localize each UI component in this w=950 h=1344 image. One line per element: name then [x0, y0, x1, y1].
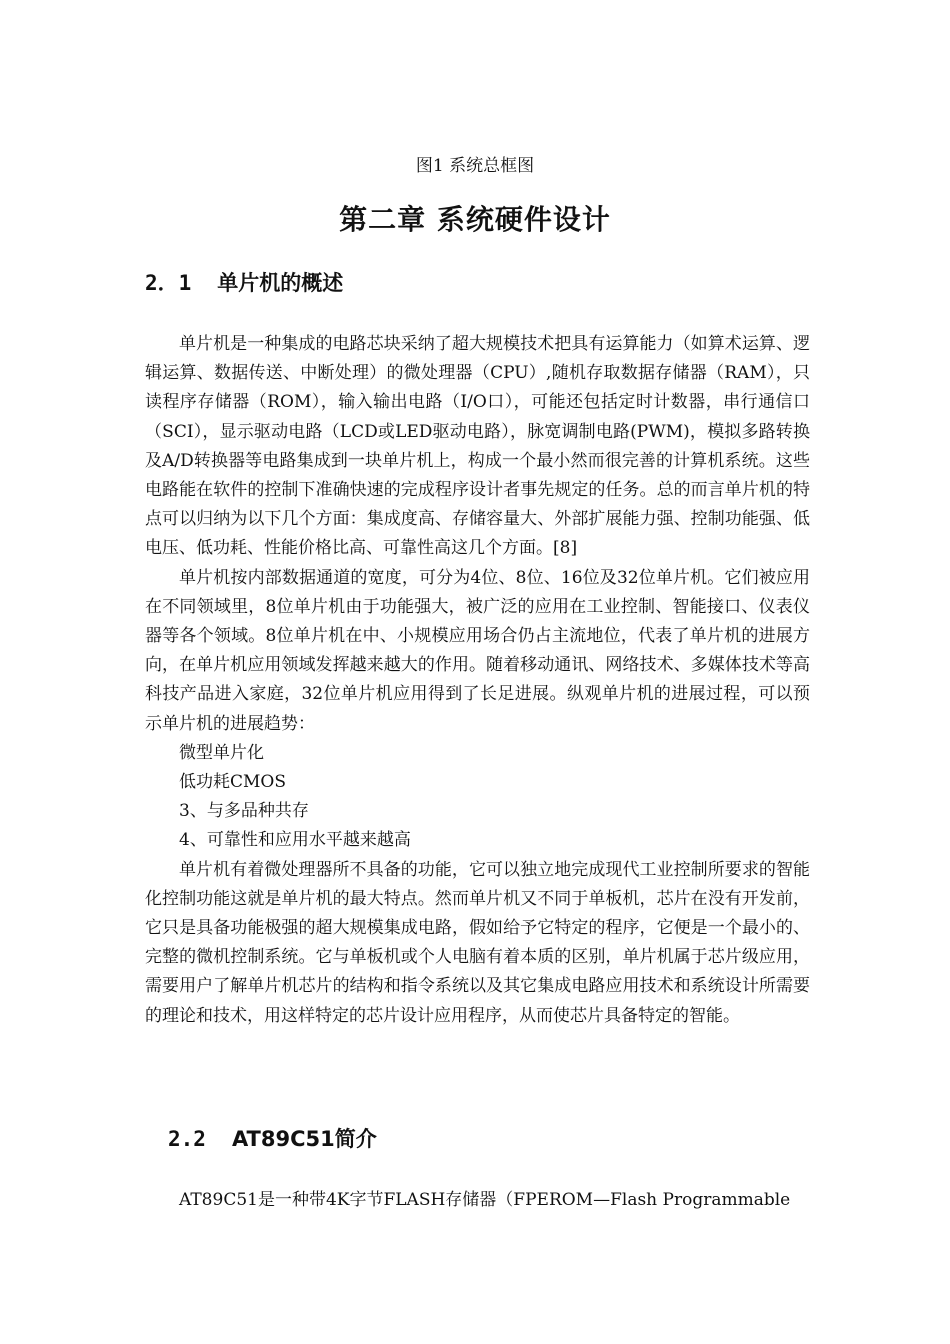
figure-caption: 图1 系统总框图: [415, 156, 535, 176]
paragraph: 单片机有着微处理器所不具备的功能，它可以独立地完成现代工业控制所要求的智能化控制功能这就是单片机的最大特点。然而单片机又不同于单板机，芯片在没有开发前，它只是具备功能极强的超大规模集成电路，假如给予它特定的程序，它便是一个最小的、完整的微机控制系统。它与单板机或个人电脑有着本质的区别，单片机属于芯片级应用，需要用户了解单片机芯片的结构和指令系统以及其它集成电路应用技术和系统设计所需要的理论和技术，用这样特定的芯片设计应用程序，从而使芯片具备特定的智能。: [145, 859, 810, 1026]
section-number: 2．1: [145, 271, 192, 295]
section-body-2-2: [145, 1186, 810, 1215]
list-item: 3、与多品种共存: [179, 801, 309, 822]
section-title-text: 单片机的概述: [217, 271, 344, 295]
section-heading-2-1: [145, 268, 343, 298]
list-item: 4、可靠性和应用水平越来越高: [179, 830, 411, 851]
section-number: 2.2: [168, 1127, 206, 1151]
section-title-text: AT89C51简介: [231, 1127, 377, 1151]
list-item: 微型单片化: [179, 742, 264, 763]
section-heading-2-2: [168, 1124, 377, 1154]
paragraph: 单片机是一种集成的电路芯块采纳了超大规模技术把具有运算能力（如算术运算、逻辑运算、数据传送、中断处理）的微处理器（CPU）,随机存取数据存储器（RAM），只读程序存储器（ROM），输入输出电路（I/O口），可能还包括定时计数器，串行通信口（SCI），显示驱动电路（LCD或LED驱动电路），脉宽调制电路(PWM)，模拟多路转换及A/D转换器等电路集成到一块单片机上，构成一个最小然而很完善的计算机系统。这些电路能在软件的控制下准确快速的完成程序设计者事先规定的任务。总的而言单片机的特点可以归纳为以下几个方面：集成度高、存储容量大、外部扩展能力强、控制功能强、低电压、低功耗、性能价格比高、可靠性高这几个方面。[8]: [145, 334, 810, 559]
section-body-2-1: [145, 330, 810, 1031]
paragraph: 单片机按内部数据通道的宽度，可分为4位、8位、16位及32位单片机。它们被应用在不同领域里，8位单片机由于功能强大，被广泛的应用在工业控制、智能接口、仪表仪器等各个领域。8位单片机在中、小规模应用场合仍占主流地位，代表了单片机的进展方向，在单片机应用领域发挥越来越大的作用。随着移动通讯、网络技术、多媒体技术等高科技产品进入家庭，32位单片机应用得到了长足进展。纵观单片机的进展过程，可以预示单片机的进展趋势：: [145, 567, 810, 734]
list-item: 低功耗CMOS: [179, 772, 286, 793]
chapter-title: 第二章 系统硬件设计: [339, 203, 611, 236]
paragraph: AT89C51是一种带4K字节FLASH存储器（FPEROM—Flash Programmable: [179, 1190, 791, 1210]
